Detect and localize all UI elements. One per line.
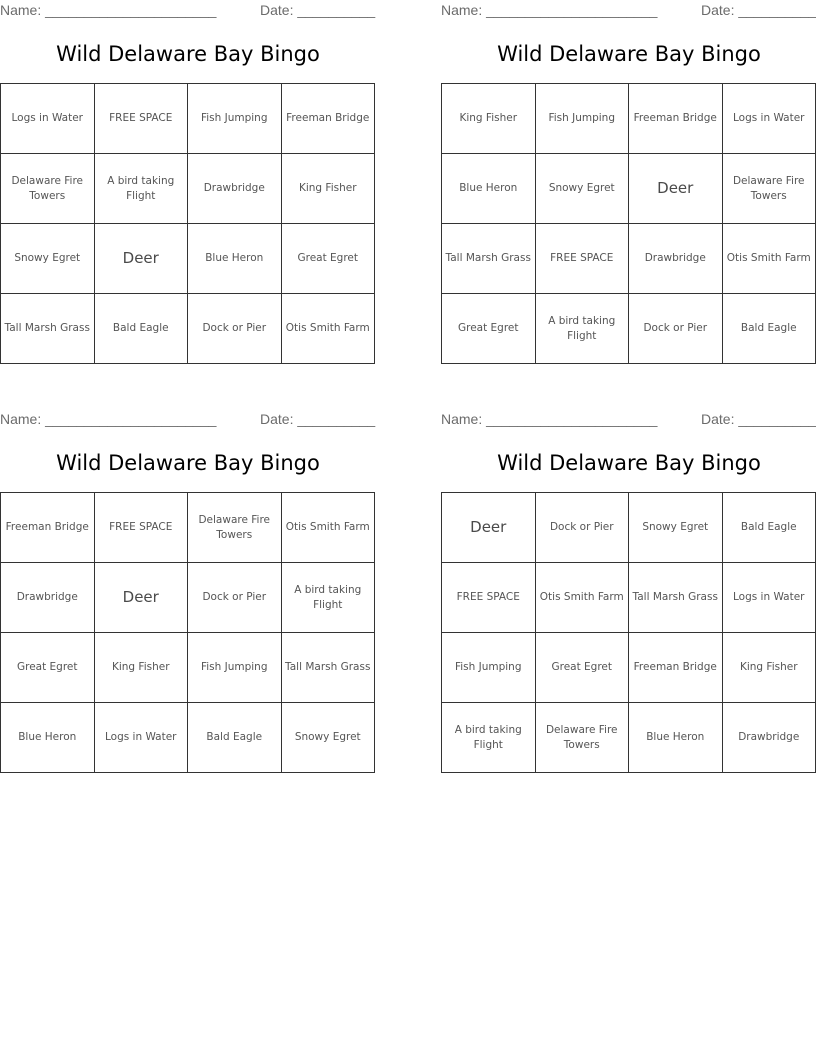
bingo-cell: Freeman Bridge [629, 84, 723, 154]
bingo-grid [0, 492, 375, 773]
bingo-card [0, 0, 376, 364]
bingo-cell: Deer [629, 154, 723, 224]
bingo-grid [441, 83, 816, 364]
bingo-cell: Logs in Water [1, 84, 95, 154]
bingo-cell: Delaware Fire Towers [188, 493, 282, 563]
bingo-cell: Snowy Egret [536, 154, 630, 224]
bingo-cell: Tall Marsh Grass [1, 294, 95, 364]
bingo-cell: Blue Heron [1, 703, 95, 773]
bingo-cell: Dock or Pier [188, 294, 282, 364]
bingo-cell: Dock or Pier [188, 563, 282, 633]
bingo-cell: Bald Eagle [95, 294, 189, 364]
bingo-cell: Drawbridge [1, 563, 95, 633]
bingo-cell: Otis Smith Farm [282, 493, 376, 563]
bingo-card [441, 409, 816, 773]
bingo-cell: Delaware Fire Towers [536, 703, 630, 773]
bingo-cell: Bald Eagle [723, 294, 816, 364]
bingo-cell: Great Egret [1, 633, 95, 703]
bingo-cell: Blue Heron [629, 703, 723, 773]
bingo-cell: Tall Marsh Grass [442, 224, 536, 294]
date-field: Date: __________ [260, 411, 376, 427]
card-title: Wild Delaware Bay Bingo [497, 451, 761, 475]
bingo-cell: Bald Eagle [188, 703, 282, 773]
bingo-cell: Drawbridge [629, 224, 723, 294]
bingo-cell: King Fisher [95, 633, 189, 703]
name-field: Name: ______________________ [0, 411, 217, 427]
bingo-cell: Great Egret [282, 224, 376, 294]
name-date-line [441, 409, 816, 431]
bingo-cell: Blue Heron [442, 154, 536, 224]
date-field: Date: __________ [701, 411, 816, 427]
bingo-cell: Logs in Water [95, 703, 189, 773]
bingo-cell: Snowy Egret [1, 224, 95, 294]
bingo-cell: Snowy Egret [282, 703, 376, 773]
bingo-cell: Great Egret [442, 294, 536, 364]
bingo-cell: FREE SPACE [95, 493, 189, 563]
bingo-cell: Otis Smith Farm [282, 294, 376, 364]
bingo-cell: Great Egret [536, 633, 630, 703]
bingo-cell: A bird taking Flight [95, 154, 189, 224]
bingo-cell: Drawbridge [188, 154, 282, 224]
bingo-cell: Fish Jumping [188, 633, 282, 703]
name-date-line [441, 0, 816, 22]
bingo-cell: Freeman Bridge [1, 493, 95, 563]
bingo-cell: Fish Jumping [536, 84, 630, 154]
card-title: Wild Delaware Bay Bingo [56, 451, 320, 475]
bingo-cell: Deer [442, 493, 536, 563]
bingo-cell: Logs in Water [723, 84, 816, 154]
bingo-cell: Fish Jumping [442, 633, 536, 703]
bingo-cell: Deer [95, 224, 189, 294]
bingo-cell: King Fisher [723, 633, 816, 703]
bingo-grid [441, 492, 816, 773]
card-title: Wild Delaware Bay Bingo [497, 42, 761, 66]
card-title: Wild Delaware Bay Bingo [56, 42, 320, 66]
bingo-card [0, 409, 376, 773]
bingo-cell: FREE SPACE [442, 563, 536, 633]
bingo-cell: Delaware Fire Towers [723, 154, 816, 224]
bingo-cell: King Fisher [282, 154, 376, 224]
bingo-cell: A bird taking Flight [442, 703, 536, 773]
name-date-line [0, 409, 376, 431]
bingo-cell: FREE SPACE [536, 224, 630, 294]
bingo-cell: Bald Eagle [723, 493, 816, 563]
name-field: Name: ______________________ [0, 2, 217, 18]
bingo-grid [0, 83, 375, 364]
name-date-line [0, 0, 376, 22]
bingo-cell: Freeman Bridge [629, 633, 723, 703]
bingo-cell: Snowy Egret [629, 493, 723, 563]
bingo-cell: Freeman Bridge [282, 84, 376, 154]
date-field: Date: __________ [701, 2, 816, 18]
bingo-cell: Otis Smith Farm [723, 224, 816, 294]
bingo-card [441, 0, 816, 364]
name-field: Name: ______________________ [441, 2, 658, 18]
bingo-cell: Logs in Water [723, 563, 816, 633]
bingo-cell: Dock or Pier [629, 294, 723, 364]
bingo-cell: FREE SPACE [95, 84, 189, 154]
bingo-cell: King Fisher [442, 84, 536, 154]
bingo-cell: Tall Marsh Grass [282, 633, 376, 703]
bingo-cell: Dock or Pier [536, 493, 630, 563]
bingo-cell: Otis Smith Farm [536, 563, 630, 633]
bingo-cell: A bird taking Flight [282, 563, 376, 633]
bingo-cell: Blue Heron [188, 224, 282, 294]
bingo-cell: A bird taking Flight [536, 294, 630, 364]
bingo-cell: Tall Marsh Grass [629, 563, 723, 633]
bingo-cell: Delaware Fire Towers [1, 154, 95, 224]
bingo-cell: Fish Jumping [188, 84, 282, 154]
bingo-cell: Deer [95, 563, 189, 633]
bingo-cell: Drawbridge [723, 703, 816, 773]
date-field: Date: __________ [260, 2, 376, 18]
name-field: Name: ______________________ [441, 411, 658, 427]
